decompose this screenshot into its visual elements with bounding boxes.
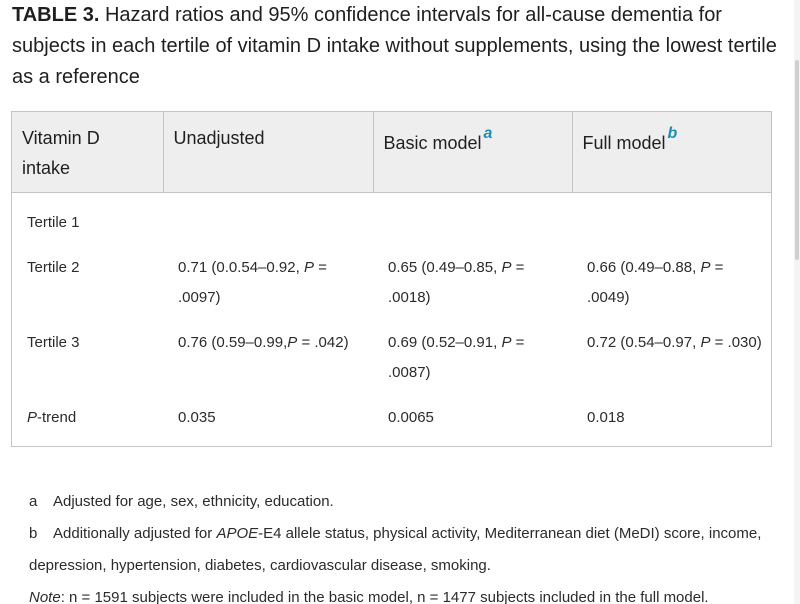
note-label: Note <box>29 589 61 604</box>
header-row <box>12 112 771 192</box>
footnote-a <box>29 486 789 518</box>
cell-full: 0.018 <box>587 409 625 426</box>
cell-unadjusted <box>163 208 373 253</box>
cell-basic: 0.0065 <box>388 409 434 426</box>
header-vitamin-d-intake <box>12 112 163 192</box>
cell-full <box>572 208 771 253</box>
row-label: Tertile 2 <box>27 259 80 276</box>
cell-unadjusted: 0.76 (0.59–0.99,P = .042) <box>178 334 349 351</box>
cell-basic: 0.69 (0.52–0.91, P = .0087) <box>388 334 525 381</box>
cell-unadjusted: 0.71 (0.0.54–0.92, P = .0097) <box>178 259 327 306</box>
table-row <box>12 403 771 447</box>
header-vitamin-d-line2: intake <box>22 158 71 178</box>
cell-full: 0.72 (0.54–0.97, P = .030) <box>587 334 762 351</box>
table-footnotes <box>29 486 789 604</box>
row-label: P-trend <box>27 409 77 426</box>
footnote-link-a[interactable]: a <box>483 125 493 142</box>
table-row <box>12 328 771 403</box>
table-caption <box>12 0 787 93</box>
header-full-model-label: Full model <box>582 133 666 153</box>
row-label: Tertile 1 <box>27 214 80 231</box>
header-basic-model <box>373 112 572 192</box>
header-unadjusted-label: Unadjusted <box>173 128 265 148</box>
scrollbar[interactable] <box>794 0 800 604</box>
footnote-note <box>29 582 789 604</box>
footnote-a-text: Adjusted for age, sex, ethnicity, education. <box>53 493 334 510</box>
table-label: TABLE 3. <box>12 4 100 26</box>
header-full-model <box>572 112 771 192</box>
cell-basic <box>373 208 572 253</box>
footnote-b-marker: b <box>29 525 38 542</box>
cell-basic: 0.65 (0.49–0.85, P = .0018) <box>388 259 525 306</box>
table-row <box>12 253 771 328</box>
header-vitamin-d-line1: Vitamin D <box>22 128 100 148</box>
footnote-link-b[interactable]: b <box>667 125 678 142</box>
footnote-a-marker: a <box>29 493 38 510</box>
row-label: Tertile 3 <box>27 334 80 351</box>
note-text: : n = 1591 subjects were included in the basic model, n = 1477 subjects included in the full model. <box>60 589 709 604</box>
hazard-ratio-table <box>11 111 772 447</box>
footnote-b: b Additionally adjusted for APOE-E4 allele status, physical activity, Mediterranean diet (MeDI) score, income, depression, hypertension, diabetes, cardiovascular disease, smoking. <box>29 518 789 582</box>
caption-text: Hazard ratios and 95% confidence intervals for all-cause dementia for subjects in each tertile of vitamin D intake without supplements, using the lowest tertile as a reference <box>12 4 777 88</box>
header-basic-model-label: Basic model <box>383 133 482 153</box>
scrollbar-thumb[interactable] <box>795 60 799 260</box>
spacer-row <box>12 192 771 208</box>
table-row <box>12 208 771 253</box>
cell-full: 0.66 (0.49–0.88, P = .0049) <box>587 259 724 306</box>
cell-unadjusted: 0.035 <box>178 409 216 426</box>
header-unadjusted <box>163 112 373 192</box>
data-table <box>12 112 771 447</box>
